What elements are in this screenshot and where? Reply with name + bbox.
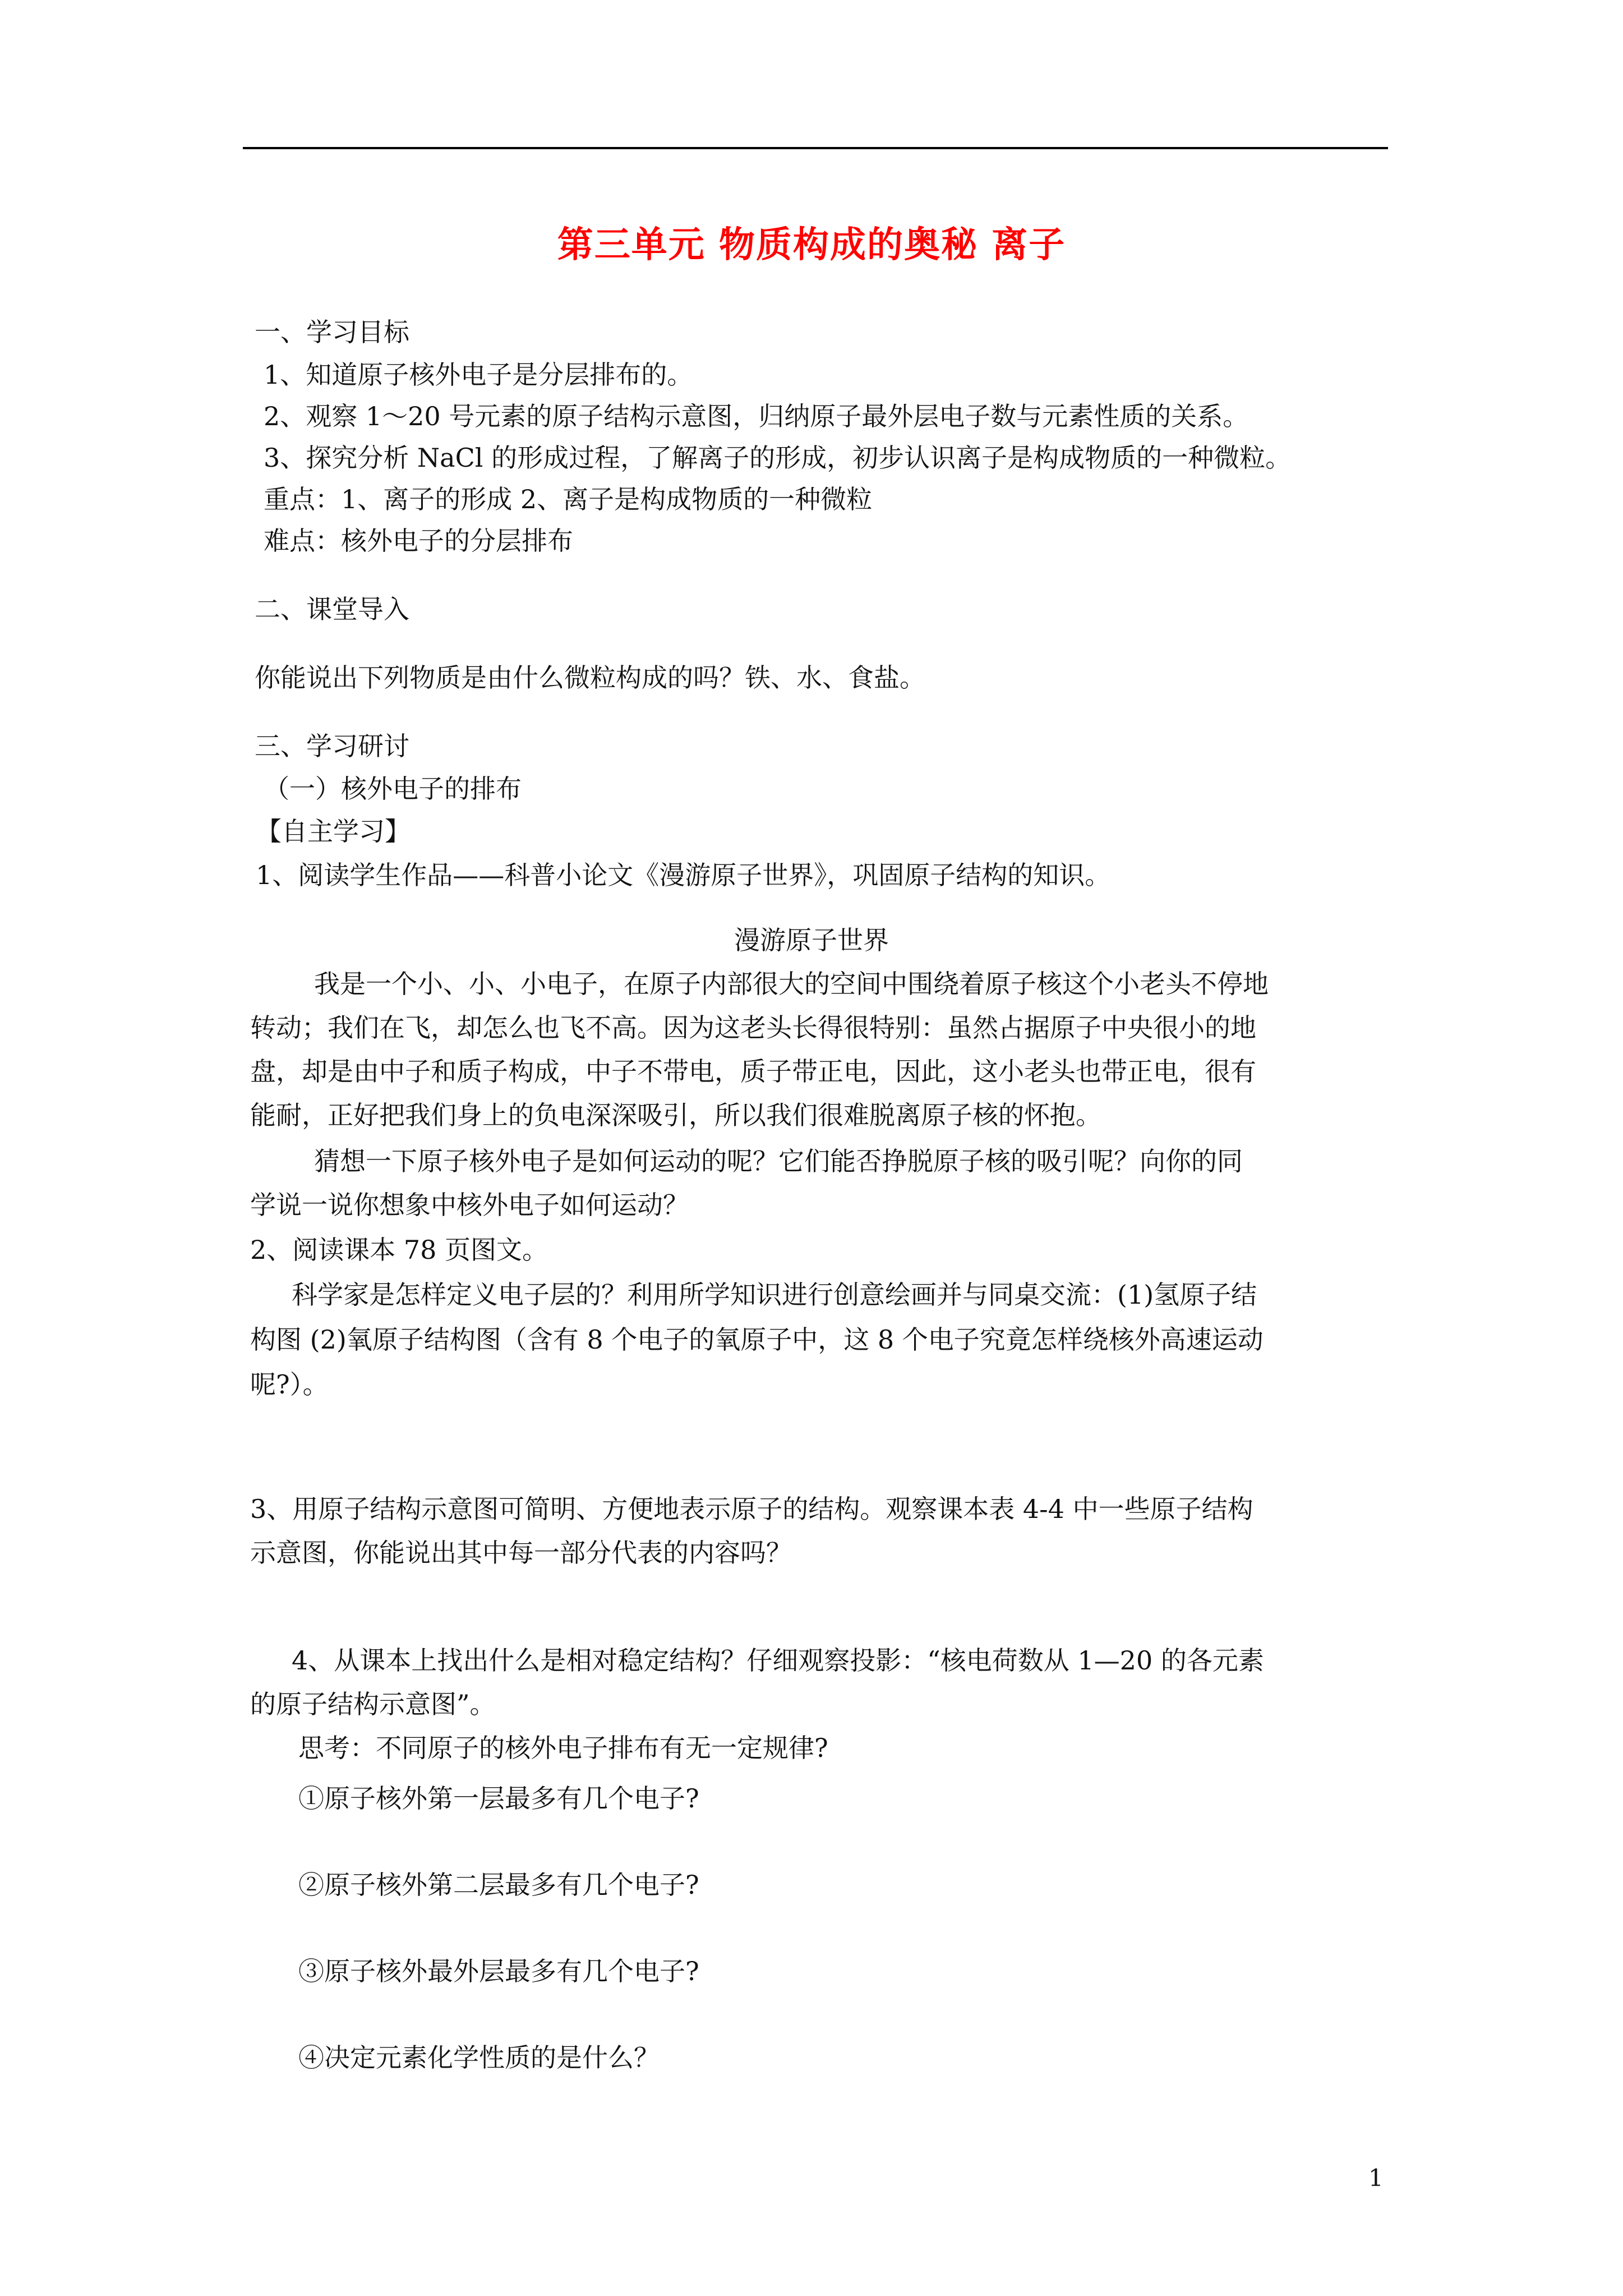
task-2-line: 科学家是怎样定义电子层的？利用所学知识进行创意绘画并与同桌交流：(1)氢原子结	[292, 1280, 1257, 1310]
essay-line: 盘，却是由中子和质子构成，中子不带电，质子带正电，因此，这小老头也带正电，很有	[250, 1056, 1256, 1087]
guess-line: 猜想一下原子核外电子是如何运动的呢？它们能否挣脱原子核的吸引呢？向你的同	[314, 1146, 1243, 1176]
objective-item: 3、探究分析 NaCl 的形成过程，了解离子的形成，初步认识离子是构成物质的一种微粒。	[264, 443, 1292, 473]
page-number: 1	[1368, 2164, 1384, 2192]
essay-title: 漫游原子世界	[734, 925, 889, 955]
task-3-line: 示意图，你能说出其中每一部分代表的内容吗？	[250, 1538, 792, 1568]
task-2-line: 呢?）。	[250, 1369, 329, 1400]
task-3-line: 3、用原子结构示意图可简明、方便地表示原子的结构。观察课本表 4-4 中一些原子结构	[250, 1494, 1253, 1524]
difficulty: 难点：核外电子的分层排布	[264, 526, 573, 556]
question-item: ②原子核外第二层最多有几个电子?	[298, 1870, 699, 1900]
essay-line: 转动；我们在飞，却怎么也飞不高。因为这老头长得很特别：虽然占据原子中央很小的地	[250, 1013, 1256, 1043]
task-4-line: 的原子结构示意图”。	[250, 1689, 496, 1719]
task-2: 2、阅读课本 78 页图文。	[250, 1235, 548, 1265]
objective-item: 1、知道原子核外电子是分层排布的。	[264, 360, 693, 390]
key-points: 重点：1、离子的形成 2、离子是构成物质的一种微粒	[264, 484, 873, 514]
page-title: 第三单元 物质构成的奥秘 离子	[557, 224, 1066, 266]
question-item: ④决定元素化学性质的是什么？	[298, 2042, 660, 2073]
intro-question: 你能说出下列物质是由什么微粒构成的吗？铁、水、食盐。	[255, 662, 925, 693]
objective-item: 2、观察 1～20 号元素的原子结构示意图，归纳原子最外层电子数与元素性质的关系。	[264, 401, 1249, 431]
task-2-line: 构图 (2)氧原子结构图（含有 8 个电子的氧原子中，这 8 个电子究竟怎样绕核外高速运动	[250, 1324, 1264, 1355]
essay-line: 能耐，正好把我们身上的负电深深吸引，所以我们很难脱离原子核的怀抱。	[250, 1100, 1101, 1130]
essay-line: 我是一个小、小、小电子，在原子内部很大的空间中围绕着原子核这个小老头不停地	[314, 969, 1269, 999]
task-1: 1、阅读学生作品——科普小论文《漫游原子世界》，巩固原子结构的知识。	[256, 860, 1111, 890]
question-item: ③原子核外最外层最多有几个电子?	[298, 1956, 699, 1986]
subheading-electron-arrangement: （一）核外电子的排布	[264, 774, 522, 804]
guess-line: 学说一说你想象中核外电子如何运动？	[250, 1190, 689, 1220]
section-heading-study: 三、学习研讨	[255, 731, 409, 761]
self-study-label: 【自主学习】	[256, 816, 411, 846]
question-item: ①原子核外第一层最多有几个电子?	[298, 1783, 699, 1814]
task-4-line: 4、从课本上找出什么是相对稳定结构？仔细观察投影：“核电荷数从 1—20 的各元素	[292, 1645, 1264, 1676]
header-rule	[243, 147, 1388, 149]
section-heading-intro: 二、课堂导入	[255, 594, 409, 624]
section-heading-objectives: 一、学习目标	[255, 317, 409, 347]
think-prompt: 思考：不同原子的核外电子排布有无一定规律?	[298, 1733, 828, 1763]
